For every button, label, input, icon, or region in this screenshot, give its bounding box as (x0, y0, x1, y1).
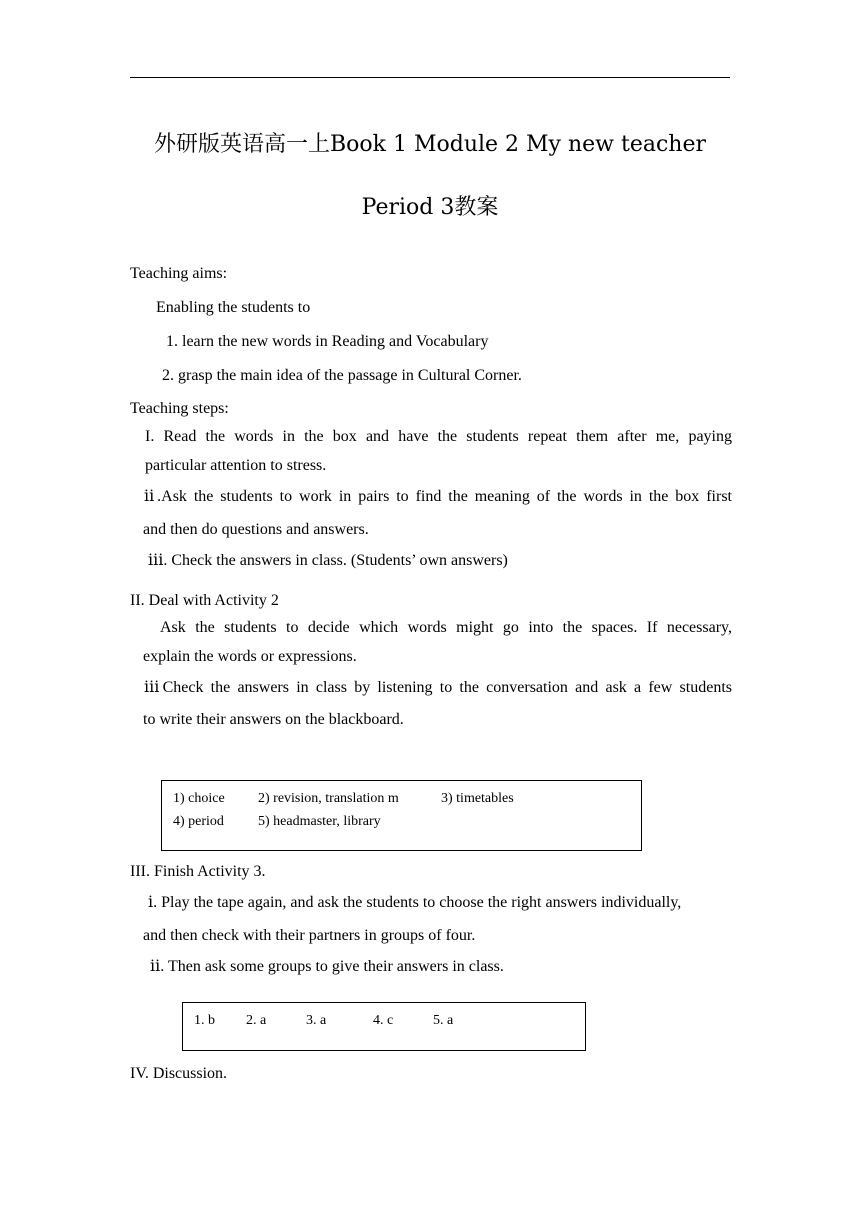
answer-cell: 4. c (373, 1013, 394, 1028)
answer-box-activity-3 (182, 1002, 586, 1051)
answer-cell: 3. a (306, 1013, 327, 1028)
steps-heading: Teaching steps: (130, 400, 229, 417)
answer-cell: 5. a (433, 1013, 454, 1028)
step4-heading: IV. Discussion. (130, 1065, 228, 1082)
aims-heading: Teaching aims: (130, 265, 228, 282)
step2-sub-iii-line-2: to write their answers on the blackboard. (143, 711, 404, 728)
document-subtitle: Period 3教案 (361, 195, 499, 220)
step1-sub-iii: ⅲ. Check the answers in class. (Students’ own answers) (148, 552, 508, 569)
step1-line-1: I. Read the words in the box and have the students repeat them after me, paying (145, 428, 732, 445)
answer-cell: 2. a (246, 1013, 267, 1028)
step3-sub-ii: ⅱ. Then ask some groups to give their answers in class. (150, 958, 504, 975)
step3-sub-i-line-1: ⅰ. Play the tape again, and ask the students to choose the right answers individually, (148, 894, 682, 911)
step2-line-1: Ask the students to decide which words might go into the spaces. If necessary, (160, 619, 732, 636)
answer-cell: 3) timetables (441, 791, 514, 806)
header-rule (130, 77, 730, 78)
step3-sub-i-line-2: and then check with their partners in groups of four. (143, 927, 476, 944)
step2-line-2: explain the words or expressions. (143, 648, 357, 665)
step3-heading: III. Finish Activity 3. (130, 863, 266, 880)
aims-item-2: 2. grasp the main idea of the passage in Cultural Corner. (162, 367, 522, 384)
step2-sub-iii-line-1: ⅲCheck the answers in class by listening to the conversation and ask a few students (144, 679, 732, 696)
step1-sub-ii-line-2: and then do questions and answers. (143, 521, 369, 538)
document-title: 外研版英语高一上Book 1 Module 2 My new teacher (154, 132, 706, 157)
answer-cell: 4) period (173, 814, 224, 829)
answer-cell: 1. b (194, 1013, 215, 1028)
step2-heading: II. Deal with Activity 2 (130, 592, 279, 609)
aims-intro: Enabling the students to (156, 299, 311, 316)
answer-box-activity-2 (161, 780, 642, 851)
step1-sub-ii-line-1: ⅱ.Ask the students to work in pairs to find the meaning of the words in the box first (144, 488, 732, 505)
answer-cell: 5) headmaster, library (258, 814, 381, 829)
step1-line-2: particular attention to stress. (145, 457, 327, 474)
answer-cell: 2) revision, translation m (258, 791, 399, 806)
aims-item-1: 1. learn the new words in Reading and Vocabulary (166, 333, 489, 350)
answer-cell: 1) choice (173, 791, 225, 806)
